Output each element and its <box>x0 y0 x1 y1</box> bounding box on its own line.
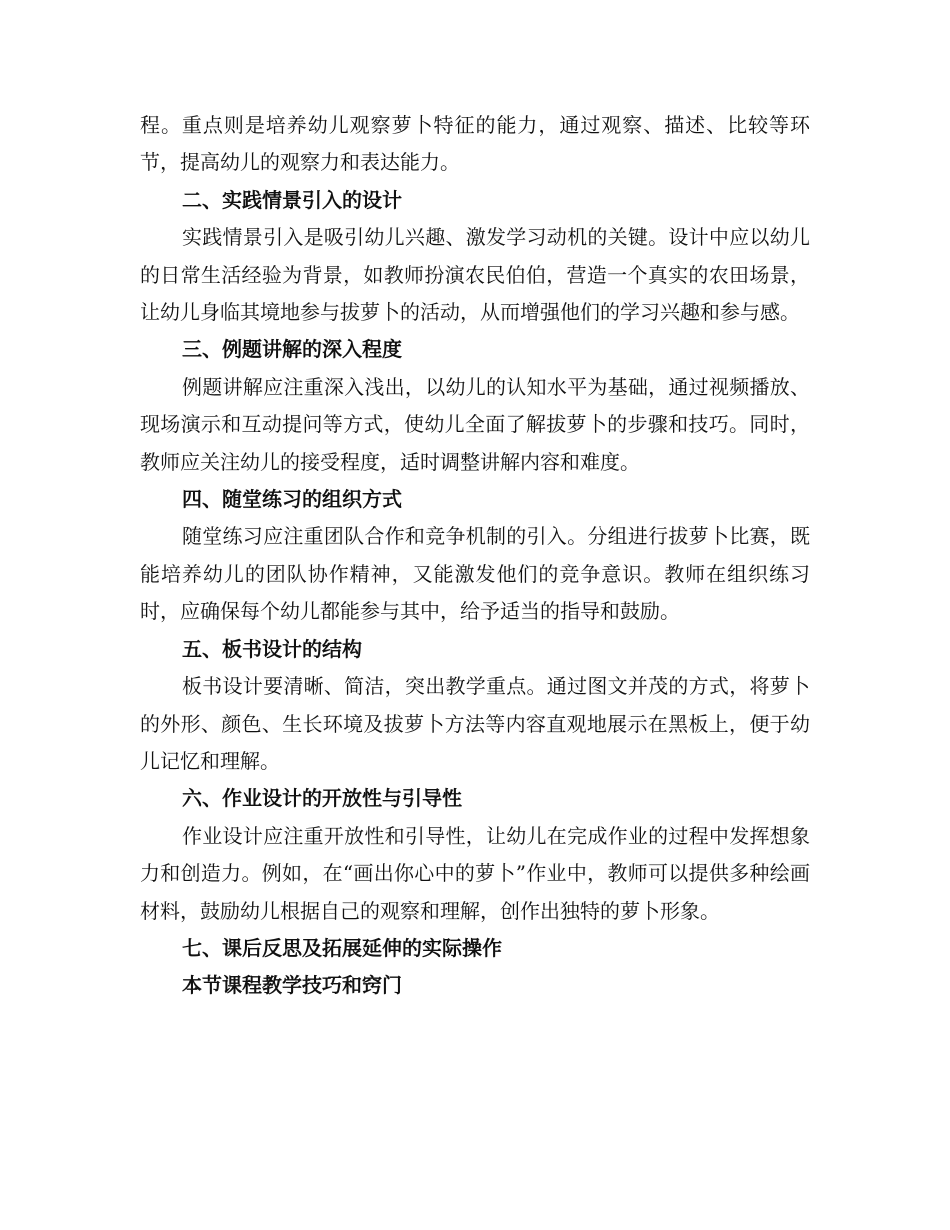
section-heading-6: 六、作业设计的开放性与引导性 <box>182 786 462 811</box>
section-heading-2: 二、实践情景引入的设计 <box>182 187 402 212</box>
document-body <box>140 107 810 1005</box>
intro-paragraph: 程。重点则是培养幼儿观察萝卜特征的能力，通过观察、描述、比较等环节，提高幼儿的观察力和表达能力。 <box>140 113 810 175</box>
section-body-5: 板书设计要清晰、简洁，突出教学重点。通过图文并茂的方式，将萝卜的外形、颜色、生长环境及拔萝卜方法等内容直观地展示在黑板上，便于幼儿记忆和理解。 <box>140 674 810 773</box>
section-heading-7: 七、课后反思及拓展延伸的实际操作 <box>182 935 502 960</box>
section-body-3: 例题讲解应注重深入浅出，以幼儿的认知水平为基础，通过视频播放、现场演示和互动提问等方式，使幼儿全面了解拔萝卜的步骤和技巧。同时，教师应关注幼儿的接受程度，适时调整讲解内容和难度。 <box>140 374 810 474</box>
section-heading-tips: 本节课程教学技巧和窍门 <box>182 973 402 998</box>
section-heading-3: 三、例题讲解的深入程度 <box>182 337 402 362</box>
section-body-2: 实践情景引入是吸引幼儿兴趣、激发学习动机的关键。设计中应以幼儿的日常生活经验为背景，如教师扮演农民伯伯，营造一个真实的农田场景，让幼儿身临其境地参与拔萝卜的活动，从而增强他们的学习兴趣和参与感。 <box>140 225 810 325</box>
section-heading-5: 五、板书设计的结构 <box>182 636 362 661</box>
section-body-4: 随堂练习应注重团队合作和竞争机制的引入。分组进行拔萝卜比赛，既能培养幼儿的团队协作精神，又能激发他们的竞争意识。教师在组织练习时，应确保每个幼儿都能参与其中，给予适当的指导和鼓励。 <box>140 524 810 624</box>
section-body-6: 作业设计应注重开放性和引导性，让幼儿在完成作业的过程中发挥想象力和创造力。例如，在“画出你心中的萝卜”作业中，教师可以提供多种绘画材料，鼓励幼儿根据自己的观察和理解，创作出独特的萝卜形象。 <box>140 823 810 923</box>
section-heading-4: 四、随堂练习的组织方式 <box>182 487 402 512</box>
